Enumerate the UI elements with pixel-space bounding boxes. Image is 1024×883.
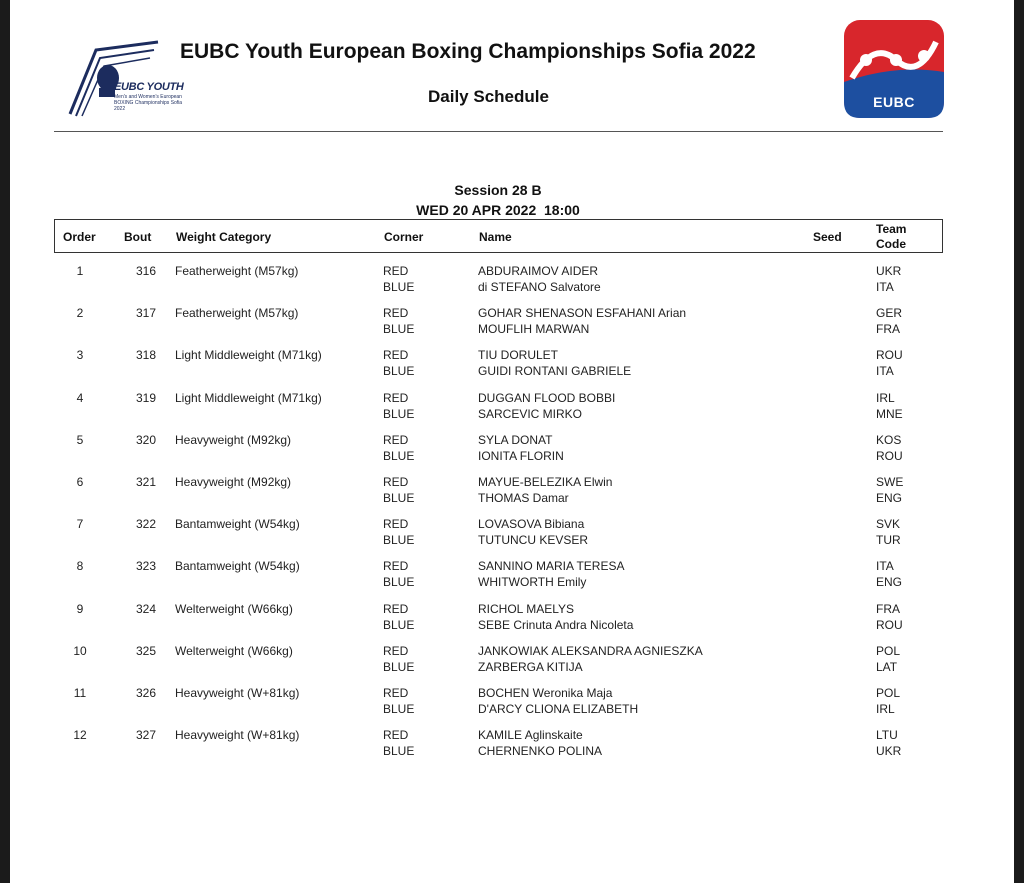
team-code-blue: ROU <box>876 617 903 632</box>
corner-blue: BLUE <box>383 448 415 463</box>
team-code-red: GER <box>876 306 903 321</box>
boxer-name-red: SYLA DONAT <box>478 432 553 447</box>
team-code-red: LTU <box>876 728 898 743</box>
team-code-blue: TUR <box>876 533 901 548</box>
bout-number: 317 <box>136 306 157 321</box>
corner-red: RED <box>383 390 409 405</box>
bout-order: 10 <box>73 643 87 658</box>
header-order: Order <box>63 230 96 244</box>
boxer-name-blue: TUTUNCU KEVSER <box>478 533 589 548</box>
team-code-blue: ROU <box>876 448 903 463</box>
weight-category: Heavyweight (M92kg) <box>175 474 292 489</box>
bout-order: 12 <box>73 728 87 743</box>
weight-category: Light Middleweight (M71kg) <box>175 348 322 363</box>
schedule-page <box>10 0 1014 883</box>
bout-order: 11 <box>73 685 87 700</box>
bout-order: 6 <box>76 474 84 489</box>
boxer-name-blue: CHERNENKO POLINA <box>478 744 603 759</box>
boxer-name-red: LOVASOVA Bibiana <box>478 517 585 532</box>
boxer-name-blue: ZARBERGA KITIJA <box>478 659 583 674</box>
team-code-red: POL <box>876 685 901 700</box>
boxer-name-red: JANKOWIAK ALEKSANDRA AGNIESZKA <box>478 643 703 658</box>
corner-red: RED <box>383 474 409 489</box>
bout-number: 327 <box>136 728 157 743</box>
boxer-name-blue: MOUFLIH MARWAN <box>478 322 590 337</box>
corner-blue: BLUE <box>383 659 415 674</box>
bout-number: 316 <box>136 264 157 278</box>
boxer-name-blue: SEBE Crinuta Andra Nicoleta <box>478 617 634 632</box>
corner-red: RED <box>383 559 409 574</box>
corner-red: RED <box>383 432 409 447</box>
session-date: WED 20 APR 2022 18:00 <box>416 202 580 218</box>
table-row <box>54 304 943 346</box>
boxer-name-blue: SARCEVIC MIRKO <box>478 406 583 421</box>
document-title: EUBC Youth European Boxing Championships Sofia 2022 <box>180 40 756 63</box>
team-code-blue: UKR <box>876 744 902 759</box>
corner-red: RED <box>383 643 409 658</box>
bout-number: 324 <box>136 601 157 616</box>
bout-order: 8 <box>76 559 84 574</box>
team-code-blue: ITA <box>876 364 894 379</box>
team-code-red: POL <box>876 643 901 658</box>
table-header <box>54 219 943 253</box>
weight-category: Heavyweight (M92kg) <box>175 432 292 447</box>
table-row <box>54 389 943 431</box>
table-row <box>54 346 943 388</box>
boxer-name-blue: WHITWORTH Emily <box>478 575 587 590</box>
bout-order: 9 <box>76 601 84 616</box>
team-code-red: KOS <box>876 432 902 447</box>
corner-blue: BLUE <box>383 744 415 759</box>
boxer-name-red: SANNINO MARIA TERESA <box>478 559 625 574</box>
weight-category: Heavyweight (W+81kg) <box>175 728 300 743</box>
team-code-blue: ITA <box>876 280 894 294</box>
bout-number: 320 <box>136 432 157 447</box>
table-row <box>54 557 943 599</box>
corner-red: RED <box>383 264 409 278</box>
header-name: Name <box>479 230 512 244</box>
corner-red: RED <box>383 728 409 743</box>
table-row <box>54 642 943 684</box>
bout-order: 3 <box>76 348 84 363</box>
bout-order: 4 <box>76 390 84 405</box>
bout-number: 322 <box>136 517 157 532</box>
team-code-blue: IRL <box>876 701 895 716</box>
table-row <box>54 600 943 642</box>
boxer-name-red: ABDURAIMOV AIDER <box>478 264 599 278</box>
bout-order: 1 <box>76 264 84 278</box>
document-subtitle: Daily Schedule <box>428 87 549 106</box>
header-team-code: Team Code <box>876 222 907 251</box>
team-code-blue: LAT <box>876 659 898 674</box>
corner-blue: BLUE <box>383 490 415 505</box>
team-code-red: FRA <box>876 601 900 616</box>
bout-number: 326 <box>136 685 157 700</box>
weight-category: Featherweight (M57kg) <box>175 306 299 321</box>
bout-order: 2 <box>76 306 84 321</box>
bout-number: 318 <box>136 348 157 363</box>
corner-blue: BLUE <box>383 701 415 716</box>
boxer-name-red: BOCHEN Weronika Maja <box>478 685 613 700</box>
corner-blue: BLUE <box>383 533 415 548</box>
bout-order: 5 <box>76 432 84 447</box>
team-code-blue: ENG <box>876 490 903 505</box>
header-divider <box>54 131 943 132</box>
team-code-blue: ENG <box>876 575 903 590</box>
table-row <box>54 684 943 726</box>
corner-red: RED <box>383 601 409 616</box>
weight-category: Welterweight (W66kg) <box>175 601 293 616</box>
table-row <box>54 515 943 557</box>
table-row <box>54 262 943 304</box>
corner-blue: BLUE <box>383 364 415 379</box>
bout-number: 319 <box>136 390 157 405</box>
corner-blue: BLUE <box>383 617 415 632</box>
boxer-name-red: DUGGAN FLOOD BOBBI <box>478 390 616 405</box>
corner-red: RED <box>383 306 409 321</box>
team-code-red: IRL <box>876 390 895 405</box>
bout-list <box>54 262 943 768</box>
boxer-name-blue: IONITA FLORIN <box>478 448 564 463</box>
team-code-blue: MNE <box>876 406 903 421</box>
team-code-blue: FRA <box>876 322 900 337</box>
corner-blue: BLUE <box>383 575 415 590</box>
boxer-name-red: RICHOL MAELYS <box>478 601 575 616</box>
table-row <box>54 726 943 768</box>
weight-category: Heavyweight (W+81kg) <box>175 685 300 700</box>
corner-blue: BLUE <box>383 280 415 294</box>
header-weight-category: Weight Category <box>176 230 272 244</box>
boxer-name-blue: di STEFANO Salvatore <box>478 280 601 294</box>
boxer-name-red: MAYUE-BELEZIKA Elwin <box>478 474 613 489</box>
eubc-logo-text: EUBC <box>873 94 915 110</box>
header-bout: Bout <box>124 230 152 244</box>
team-code-red: UKR <box>876 264 902 278</box>
header-corner: Corner <box>384 230 424 244</box>
corner-red: RED <box>383 517 409 532</box>
weight-category: Bantamweight (W54kg) <box>175 517 300 532</box>
boxer-name-red: KAMILE Aglinskaite <box>478 728 583 743</box>
team-code-red: SVK <box>876 517 901 532</box>
bout-number: 323 <box>136 559 157 574</box>
logo-subtext: Men's and Women's European BOXING Championships Sofia 2022 <box>114 94 183 112</box>
eubc-logo <box>844 20 944 118</box>
team-code-red: ITA <box>876 559 894 574</box>
corner-blue: BLUE <box>383 406 415 421</box>
table-row <box>54 431 943 473</box>
corner-blue: BLUE <box>383 322 415 337</box>
corner-red: RED <box>383 348 409 363</box>
boxer-name-red: TIU DORULET <box>478 348 559 363</box>
table-row <box>54 473 943 515</box>
team-code-red: SWE <box>876 474 904 489</box>
session-title: Session 28 B <box>454 182 542 198</box>
logo-text: EUBC YOUTH <box>114 81 184 93</box>
boxer-name-blue: D'ARCY CLIONA ELIZABETH <box>478 701 639 716</box>
team-code-red: ROU <box>876 348 903 363</box>
boxer-name-blue: THOMAS Damar <box>478 490 569 505</box>
bout-number: 321 <box>136 474 157 489</box>
corner-red: RED <box>383 685 409 700</box>
boxer-name-blue: GUIDI RONTANI GABRIELE <box>478 364 632 379</box>
weight-category: Light Middleweight (M71kg) <box>175 390 322 405</box>
bout-order: 7 <box>76 517 84 532</box>
boxer-name-red: GOHAR SHENASON ESFAHANI Arian <box>478 306 687 321</box>
weight-category: Welterweight (W66kg) <box>175 643 293 658</box>
weight-category: Bantamweight (W54kg) <box>175 559 300 574</box>
header-seed: Seed <box>813 230 842 244</box>
bout-number: 325 <box>136 643 157 658</box>
weight-category: Featherweight (M57kg) <box>175 264 299 278</box>
